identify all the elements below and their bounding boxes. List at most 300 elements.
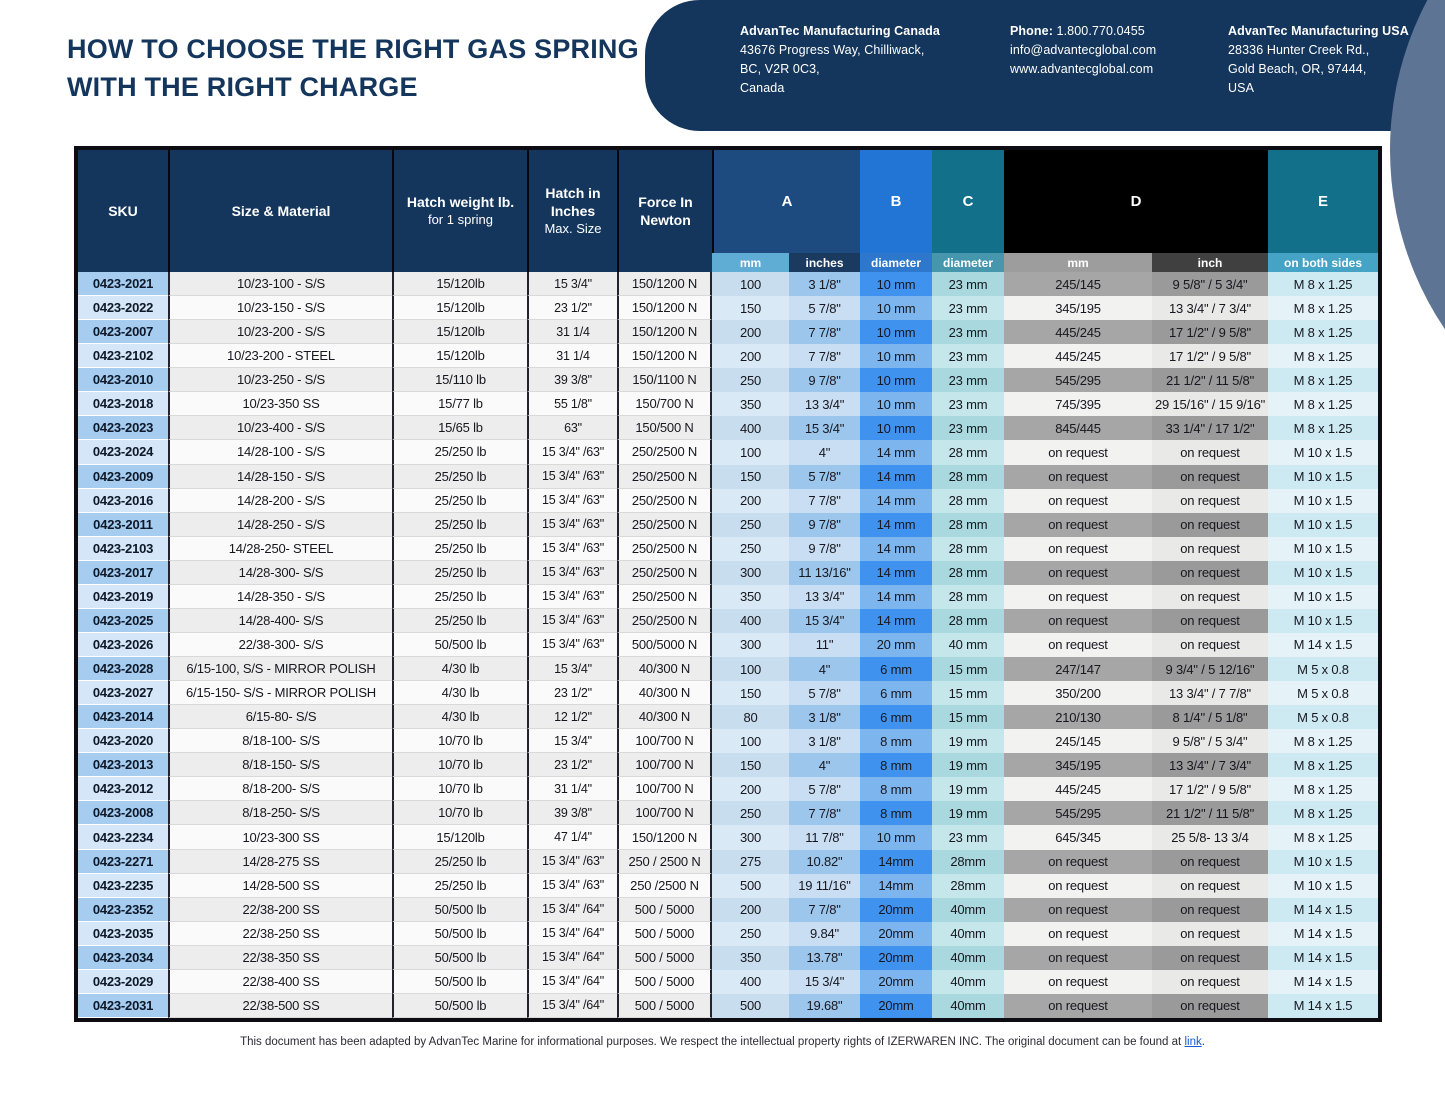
cell-c-diameter: 28 mm [932, 537, 1004, 561]
contact-canada-title: AdvanTec Manufacturing Canada [740, 24, 940, 38]
cell-d-mm: 350/200 [1004, 681, 1152, 705]
cell-a-inches: 7 7/8" [789, 489, 860, 513]
cell-d-inch: on request [1152, 489, 1268, 513]
cell-c-diameter: 23 mm [932, 825, 1004, 849]
cell-hatch-weight: 50/500 lb [392, 946, 527, 970]
cell-hatch-inches: 15 3/4" /64" [527, 994, 617, 1018]
cell-size-material: 22/38-350 SS [168, 946, 392, 970]
cell-sku: 0423-2023 [78, 416, 168, 440]
cell-size-material: 10/23-350 SS [168, 392, 392, 416]
cell-a-mm: 100 [712, 440, 789, 464]
cell-d-mm: 645/345 [1004, 825, 1152, 849]
cell-c-diameter: 19 mm [932, 753, 1004, 777]
cell-hatch-inches: 39 3/8" [527, 368, 617, 392]
cell-d-inch: 25 5/8- 13 3/4 [1152, 825, 1268, 849]
cell-a-mm: 100 [712, 729, 789, 753]
cell-hatch-inches: 63" [527, 416, 617, 440]
cell-e-thread: M 8 x 1.25 [1268, 729, 1378, 753]
cell-sku: 0423-2011 [78, 513, 168, 537]
cell-c-diameter: 28 mm [932, 489, 1004, 513]
cell-hatch-weight: 4/30 lb [392, 681, 527, 705]
cell-c-diameter: 40mm [932, 898, 1004, 922]
cell-sku: 0423-2014 [78, 705, 168, 729]
cell-size-material: 8/18-150- S/S [168, 753, 392, 777]
cell-d-mm: 445/245 [1004, 320, 1152, 344]
cell-d-mm: on request [1004, 946, 1152, 970]
cell-sku: 0423-2010 [78, 368, 168, 392]
cell-d-mm: on request [1004, 970, 1152, 994]
cell-a-inches: 5 7/8" [789, 296, 860, 320]
subheader-c-diameter: diameter [932, 253, 1004, 272]
cell-d-inch: 21 1/2" / 11 5/8" [1152, 801, 1268, 825]
cell-d-mm: 445/245 [1004, 344, 1152, 368]
cell-e-thread: M 14 x 1.5 [1268, 994, 1378, 1018]
cell-c-diameter: 19 mm [932, 729, 1004, 753]
cell-force-newton: 500/5000 N [617, 633, 712, 657]
cell-b-diameter: 10 mm [860, 416, 932, 440]
cell-size-material: 10/23-300 SS [168, 825, 392, 849]
cell-size-material: 14/28-350 - S/S [168, 585, 392, 609]
cell-a-inches: 10.82" [789, 850, 860, 874]
cell-e-thread: M 8 x 1.25 [1268, 392, 1378, 416]
cell-c-diameter: 28 mm [932, 513, 1004, 537]
cell-sku: 0423-2007 [78, 320, 168, 344]
cell-b-diameter: 14 mm [860, 513, 932, 537]
cell-a-inches: 4" [789, 440, 860, 464]
cell-sku: 0423-2026 [78, 633, 168, 657]
cell-force-newton: 250/2500 N [617, 489, 712, 513]
cell-a-mm: 350 [712, 392, 789, 416]
cell-d-inch: 8 1/4" / 5 1/8" [1152, 705, 1268, 729]
column-header-hatch-inches: Hatch in Inches Max. Size [527, 150, 617, 272]
cell-a-mm: 250 [712, 368, 789, 392]
column-header-hatch-weight: Hatch weight lb. for 1 spring [392, 150, 527, 272]
cell-a-mm: 500 [712, 874, 789, 898]
footer-text: This document has been adapted by AdvanTec Marine for informational purposes. We respect the intellectual property rights of IZERWAREN INC. The original document can be found at [240, 1036, 1182, 1048]
cell-hatch-weight: 50/500 lb [392, 898, 527, 922]
cell-d-inch: 13 3/4" / 7 3/4" [1152, 753, 1268, 777]
cell-d-inch: on request [1152, 537, 1268, 561]
cell-a-inches: 3 1/8" [789, 272, 860, 296]
cell-d-mm: on request [1004, 874, 1152, 898]
header-banner [645, 0, 1445, 131]
cell-hatch-weight: 15/65 lb [392, 416, 527, 440]
cell-c-diameter: 23 mm [932, 272, 1004, 296]
page-title-line2: WITH THE RIGHT CHARGE [67, 72, 418, 102]
cell-a-inches: 5 7/8" [789, 777, 860, 801]
cell-d-inch: 17 1/2" / 9 5/8" [1152, 344, 1268, 368]
cell-a-mm: 200 [712, 489, 789, 513]
cell-d-inch: 17 1/2" / 9 5/8" [1152, 777, 1268, 801]
cell-d-inch: on request [1152, 994, 1268, 1018]
cell-d-mm: 247/147 [1004, 657, 1152, 681]
cell-force-newton: 100/700 N [617, 777, 712, 801]
cell-b-diameter: 10 mm [860, 272, 932, 296]
cell-size-material: 8/18-100- S/S [168, 729, 392, 753]
cell-hatch-inches: 31 1/4 [527, 344, 617, 368]
cell-e-thread: M 5 x 0.8 [1268, 681, 1378, 705]
cell-c-diameter: 40 mm [932, 633, 1004, 657]
cell-e-thread: M 8 x 1.25 [1268, 344, 1378, 368]
cell-size-material: 22/38-200 SS [168, 898, 392, 922]
cell-hatch-inches: 15 3/4" /63" [527, 513, 617, 537]
cell-b-diameter: 20mm [860, 922, 932, 946]
cell-e-thread: M 8 x 1.25 [1268, 368, 1378, 392]
contact-usa-line: 28336 Hunter Creek Rd., [1228, 43, 1370, 57]
cell-sku: 0423-2035 [78, 922, 168, 946]
cell-sku: 0423-2018 [78, 392, 168, 416]
cell-b-diameter: 14 mm [860, 561, 932, 585]
cell-e-thread: M 8 x 1.25 [1268, 825, 1378, 849]
footer-note [0, 1036, 1445, 1048]
cell-hatch-inches: 12 1/2" [527, 705, 617, 729]
cell-a-mm: 250 [712, 537, 789, 561]
contact-email: info@advantecglobal.com [1010, 43, 1157, 57]
subheader-a-inches: inches [789, 253, 860, 272]
cell-sku: 0423-2013 [78, 753, 168, 777]
cell-a-inches: 9.84" [789, 922, 860, 946]
contact-canada-line: BC, V2R 0C3, [740, 62, 820, 76]
cell-d-inch: on request [1152, 946, 1268, 970]
cell-c-diameter: 28 mm [932, 585, 1004, 609]
cell-a-mm: 150 [712, 753, 789, 777]
cell-b-diameter: 10 mm [860, 296, 932, 320]
cell-a-inches: 15 3/4" [789, 970, 860, 994]
cell-hatch-weight: 15/120lb [392, 320, 527, 344]
cell-c-diameter: 23 mm [932, 320, 1004, 344]
cell-e-thread: M 10 x 1.5 [1268, 874, 1378, 898]
cell-d-mm: 210/130 [1004, 705, 1152, 729]
cell-size-material: 14/28-400- S/S [168, 609, 392, 633]
cell-sku: 0423-2271 [78, 850, 168, 874]
cell-hatch-inches: 15 3/4" [527, 657, 617, 681]
cell-b-diameter: 20mm [860, 946, 932, 970]
cell-e-thread: M 8 x 1.25 [1268, 777, 1378, 801]
cell-force-newton: 500 / 5000 [617, 898, 712, 922]
cell-size-material: 8/18-250- S/S [168, 801, 392, 825]
cell-d-mm: on request [1004, 440, 1152, 464]
cell-force-newton: 250/2500 N [617, 440, 712, 464]
cell-hatch-weight: 10/70 lb [392, 777, 527, 801]
cell-hatch-inches: 55 1/8" [527, 392, 617, 416]
cell-b-diameter: 14 mm [860, 440, 932, 464]
cell-c-diameter: 40mm [932, 970, 1004, 994]
cell-force-newton: 500 / 5000 [617, 922, 712, 946]
phone-line [1010, 22, 1240, 41]
cell-size-material: 14/28-200 - S/S [168, 489, 392, 513]
cell-sku: 0423-2012 [78, 777, 168, 801]
column-header-a: A [712, 150, 860, 253]
cell-b-diameter: 20mm [860, 898, 932, 922]
cell-size-material: 22/38-250 SS [168, 922, 392, 946]
cell-sku: 0423-2022 [78, 296, 168, 320]
cell-b-diameter: 10 mm [860, 320, 932, 344]
cell-d-inch: on request [1152, 440, 1268, 464]
page-title [67, 30, 639, 106]
cell-hatch-inches: 15 3/4" /64" [527, 922, 617, 946]
cell-hatch-weight: 25/250 lb [392, 440, 527, 464]
cell-b-diameter: 14 mm [860, 609, 932, 633]
cell-hatch-inches: 15 3/4" /63" [527, 585, 617, 609]
cell-sku: 0423-2008 [78, 801, 168, 825]
cell-d-mm: on request [1004, 465, 1152, 489]
cell-hatch-inches: 47 1/4" [527, 825, 617, 849]
cell-force-newton: 40/300 N [617, 681, 712, 705]
cell-b-diameter: 14 mm [860, 537, 932, 561]
cell-b-diameter: 20mm [860, 970, 932, 994]
cell-force-newton: 500 / 5000 [617, 946, 712, 970]
cell-e-thread: M 8 x 1.25 [1268, 801, 1378, 825]
cell-size-material: 14/28-250 - S/S [168, 513, 392, 537]
cell-hatch-inches: 15 3/4" /63" [527, 489, 617, 513]
cell-hatch-inches: 15 3/4" /63" [527, 633, 617, 657]
cell-d-inch: on request [1152, 633, 1268, 657]
cell-e-thread: M 5 x 0.8 [1268, 657, 1378, 681]
cell-sku: 0423-2025 [78, 609, 168, 633]
cell-size-material: 8/18-200- S/S [168, 777, 392, 801]
cell-hatch-inches: 31 1/4" [527, 777, 617, 801]
cell-d-mm: 345/195 [1004, 753, 1152, 777]
cell-hatch-weight: 25/250 lb [392, 465, 527, 489]
cell-sku: 0423-2352 [78, 898, 168, 922]
cell-c-diameter: 40mm [932, 994, 1004, 1018]
cell-d-inch: on request [1152, 609, 1268, 633]
column-header-force: Force In Newton [617, 150, 712, 272]
cell-a-inches: 11 7/8" [789, 825, 860, 849]
cell-hatch-inches: 15 3/4" /64" [527, 946, 617, 970]
cell-a-mm: 150 [712, 296, 789, 320]
cell-size-material: 14/28-250- STEEL [168, 537, 392, 561]
cell-a-mm: 300 [712, 561, 789, 585]
cell-sku: 0423-2020 [78, 729, 168, 753]
cell-a-inches: 5 7/8" [789, 681, 860, 705]
cell-d-mm: on request [1004, 537, 1152, 561]
cell-b-diameter: 8 mm [860, 729, 932, 753]
column-header-e: E [1268, 150, 1378, 253]
cell-sku: 0423-2103 [78, 537, 168, 561]
contact-phone [1010, 22, 1240, 79]
cell-c-diameter: 28 mm [932, 465, 1004, 489]
cell-d-mm: 345/195 [1004, 296, 1152, 320]
cell-a-inches: 15 3/4" [789, 416, 860, 440]
cell-hatch-inches: 15 3/4" [527, 272, 617, 296]
cell-force-newton: 40/300 N [617, 657, 712, 681]
cell-a-inches: 9 7/8" [789, 537, 860, 561]
cell-e-thread: M 8 x 1.25 [1268, 753, 1378, 777]
cell-a-mm: 200 [712, 777, 789, 801]
cell-force-newton: 250/2500 N [617, 513, 712, 537]
cell-c-diameter: 28 mm [932, 609, 1004, 633]
cell-d-mm: on request [1004, 609, 1152, 633]
cell-b-diameter: 8 mm [860, 801, 932, 825]
cell-a-mm: 500 [712, 994, 789, 1018]
cell-hatch-weight: 15/110 lb [392, 368, 527, 392]
cell-d-inch: on request [1152, 874, 1268, 898]
cell-hatch-weight: 25/250 lb [392, 850, 527, 874]
cell-sku: 0423-2034 [78, 946, 168, 970]
cell-d-inch: on request [1152, 922, 1268, 946]
cell-hatch-weight: 25/250 lb [392, 874, 527, 898]
cell-b-diameter: 10 mm [860, 344, 932, 368]
cell-c-diameter: 19 mm [932, 801, 1004, 825]
cell-c-diameter: 40mm [932, 946, 1004, 970]
cell-sku: 0423-2102 [78, 344, 168, 368]
cell-force-newton: 150/1200 N [617, 320, 712, 344]
subheader-d-inch: inch [1152, 253, 1268, 272]
cell-a-mm: 200 [712, 898, 789, 922]
cell-b-diameter: 14mm [860, 850, 932, 874]
cell-hatch-inches: 23 1/2" [527, 753, 617, 777]
cell-size-material: 14/28-150 - S/S [168, 465, 392, 489]
phone-number: 1.800.770.0455 [1056, 24, 1145, 38]
cell-size-material: 14/28-275 SS [168, 850, 392, 874]
cell-d-mm: on request [1004, 585, 1152, 609]
cell-e-thread: M 5 x 0.8 [1268, 705, 1378, 729]
cell-hatch-weight: 4/30 lb [392, 657, 527, 681]
cell-a-inches: 4" [789, 657, 860, 681]
cell-hatch-weight: 15/77 lb [392, 392, 527, 416]
cell-c-diameter: 23 mm [932, 296, 1004, 320]
cell-a-inches: 9 7/8" [789, 513, 860, 537]
cell-a-inches: 11" [789, 633, 860, 657]
cell-size-material: 10/23-250 - S/S [168, 368, 392, 392]
cell-hatch-weight: 50/500 lb [392, 922, 527, 946]
cell-e-thread: M 10 x 1.5 [1268, 561, 1378, 585]
cell-a-inches: 11 13/16" [789, 561, 860, 585]
cell-e-thread: M 14 x 1.5 [1268, 633, 1378, 657]
cell-hatch-weight: 15/120lb [392, 344, 527, 368]
cell-hatch-inches: 31 1/4 [527, 320, 617, 344]
cell-hatch-weight: 25/250 lb [392, 585, 527, 609]
cell-d-mm: on request [1004, 561, 1152, 585]
cell-hatch-inches: 23 1/2" [527, 296, 617, 320]
cell-a-mm: 350 [712, 946, 789, 970]
cell-d-inch: on request [1152, 465, 1268, 489]
cell-hatch-inches: 15 3/4" /63" [527, 465, 617, 489]
cell-size-material: 6/15-150- S/S - MIRROR POLISH [168, 681, 392, 705]
cell-b-diameter: 10 mm [860, 825, 932, 849]
cell-d-mm: on request [1004, 994, 1152, 1018]
footer-suffix: . [1201, 1036, 1205, 1048]
cell-force-newton: 150/1100 N [617, 368, 712, 392]
cell-hatch-inches: 23 1/2" [527, 681, 617, 705]
contact-usa-line: USA [1228, 81, 1255, 95]
subheader-b-diameter: diameter [860, 253, 932, 272]
cell-hatch-weight: 25/250 lb [392, 561, 527, 585]
cell-hatch-inches: 15 3/4" /64" [527, 970, 617, 994]
cell-d-inch: 9 3/4" / 5 12/16" [1152, 657, 1268, 681]
cell-hatch-inches: 15 3/4" /63" [527, 609, 617, 633]
cell-sku: 0423-2234 [78, 825, 168, 849]
contact-canada-line: 43676 Progress Way, Chilliwack, [740, 43, 925, 57]
cell-sku: 0423-2024 [78, 440, 168, 464]
cell-hatch-weight: 10/70 lb [392, 753, 527, 777]
cell-force-newton: 100/700 N [617, 753, 712, 777]
cell-d-mm: 545/295 [1004, 801, 1152, 825]
cell-a-mm: 150 [712, 681, 789, 705]
cell-d-inch: 9 5/8" / 5 3/4" [1152, 272, 1268, 296]
cell-sku: 0423-2017 [78, 561, 168, 585]
cell-a-mm: 275 [712, 850, 789, 874]
cell-size-material: 6/15-80- S/S [168, 705, 392, 729]
cell-hatch-weight: 25/250 lb [392, 489, 527, 513]
cell-a-inches: 9 7/8" [789, 368, 860, 392]
cell-d-mm: 245/145 [1004, 272, 1152, 296]
cell-force-newton: 250/2500 N [617, 537, 712, 561]
cell-b-diameter: 6 mm [860, 681, 932, 705]
cell-sku: 0423-2009 [78, 465, 168, 489]
cell-a-mm: 250 [712, 801, 789, 825]
cell-b-diameter: 10 mm [860, 368, 932, 392]
column-header-c: C [932, 150, 1004, 253]
cell-a-inches: 3 1/8" [789, 705, 860, 729]
cell-d-inch: 13 3/4" / 7 7/8" [1152, 681, 1268, 705]
cell-sku: 0423-2029 [78, 970, 168, 994]
cell-force-newton: 150/1200 N [617, 296, 712, 320]
cell-e-thread: M 8 x 1.25 [1268, 272, 1378, 296]
cell-c-diameter: 19 mm [932, 777, 1004, 801]
cell-d-inch: 21 1/2" / 11 5/8" [1152, 368, 1268, 392]
cell-force-newton: 100/700 N [617, 801, 712, 825]
contact-canada [740, 22, 970, 98]
contact-website: www.advantecglobal.com [1010, 62, 1154, 76]
cell-d-mm: 845/445 [1004, 416, 1152, 440]
cell-hatch-inches: 15 3/4" /64" [527, 898, 617, 922]
cell-size-material: 14/28-300- S/S [168, 561, 392, 585]
subheader-d-mm: mm [1004, 253, 1152, 272]
cell-hatch-weight: 15/120lb [392, 296, 527, 320]
cell-d-mm: on request [1004, 633, 1152, 657]
cell-d-inch: on request [1152, 898, 1268, 922]
cell-d-mm: 445/245 [1004, 777, 1152, 801]
cell-a-inches: 7 7/8" [789, 898, 860, 922]
cell-d-mm: 745/395 [1004, 392, 1152, 416]
cell-force-newton: 40/300 N [617, 705, 712, 729]
cell-b-diameter: 6 mm [860, 657, 932, 681]
phone-label: Phone: [1010, 24, 1053, 38]
cell-a-mm: 350 [712, 585, 789, 609]
cell-a-inches: 13 3/4" [789, 585, 860, 609]
cell-d-mm: on request [1004, 922, 1152, 946]
cell-c-diameter: 28mm [932, 874, 1004, 898]
cell-a-inches: 15 3/4" [789, 609, 860, 633]
cell-a-mm: 300 [712, 825, 789, 849]
cell-hatch-inches: 15 3/4" [527, 729, 617, 753]
cell-d-mm: on request [1004, 489, 1152, 513]
cell-size-material: 22/38-400 SS [168, 970, 392, 994]
cell-size-material: 14/28-100 - S/S [168, 440, 392, 464]
column-header-b: B [860, 150, 932, 253]
cell-c-diameter: 28mm [932, 850, 1004, 874]
footer-link[interactable]: link [1184, 1036, 1202, 1048]
cell-a-mm: 150 [712, 465, 789, 489]
cell-e-thread: M 14 x 1.5 [1268, 946, 1378, 970]
cell-d-inch: on request [1152, 561, 1268, 585]
cell-force-newton: 150/500 N [617, 416, 712, 440]
cell-force-newton: 250/2500 N [617, 585, 712, 609]
cell-c-diameter: 15 mm [932, 705, 1004, 729]
contact-usa-line: Gold Beach, OR, 97444, [1228, 62, 1367, 76]
cell-c-diameter: 15 mm [932, 681, 1004, 705]
cell-sku: 0423-2019 [78, 585, 168, 609]
cell-d-mm: 545/295 [1004, 368, 1152, 392]
cell-b-diameter: 14 mm [860, 489, 932, 513]
cell-hatch-weight: 4/30 lb [392, 705, 527, 729]
cell-hatch-weight: 25/250 lb [392, 537, 527, 561]
cell-force-newton: 250/2500 N [617, 561, 712, 585]
subheader-e-both-sides: on both sides [1268, 253, 1378, 272]
cell-b-diameter: 10 mm [860, 392, 932, 416]
